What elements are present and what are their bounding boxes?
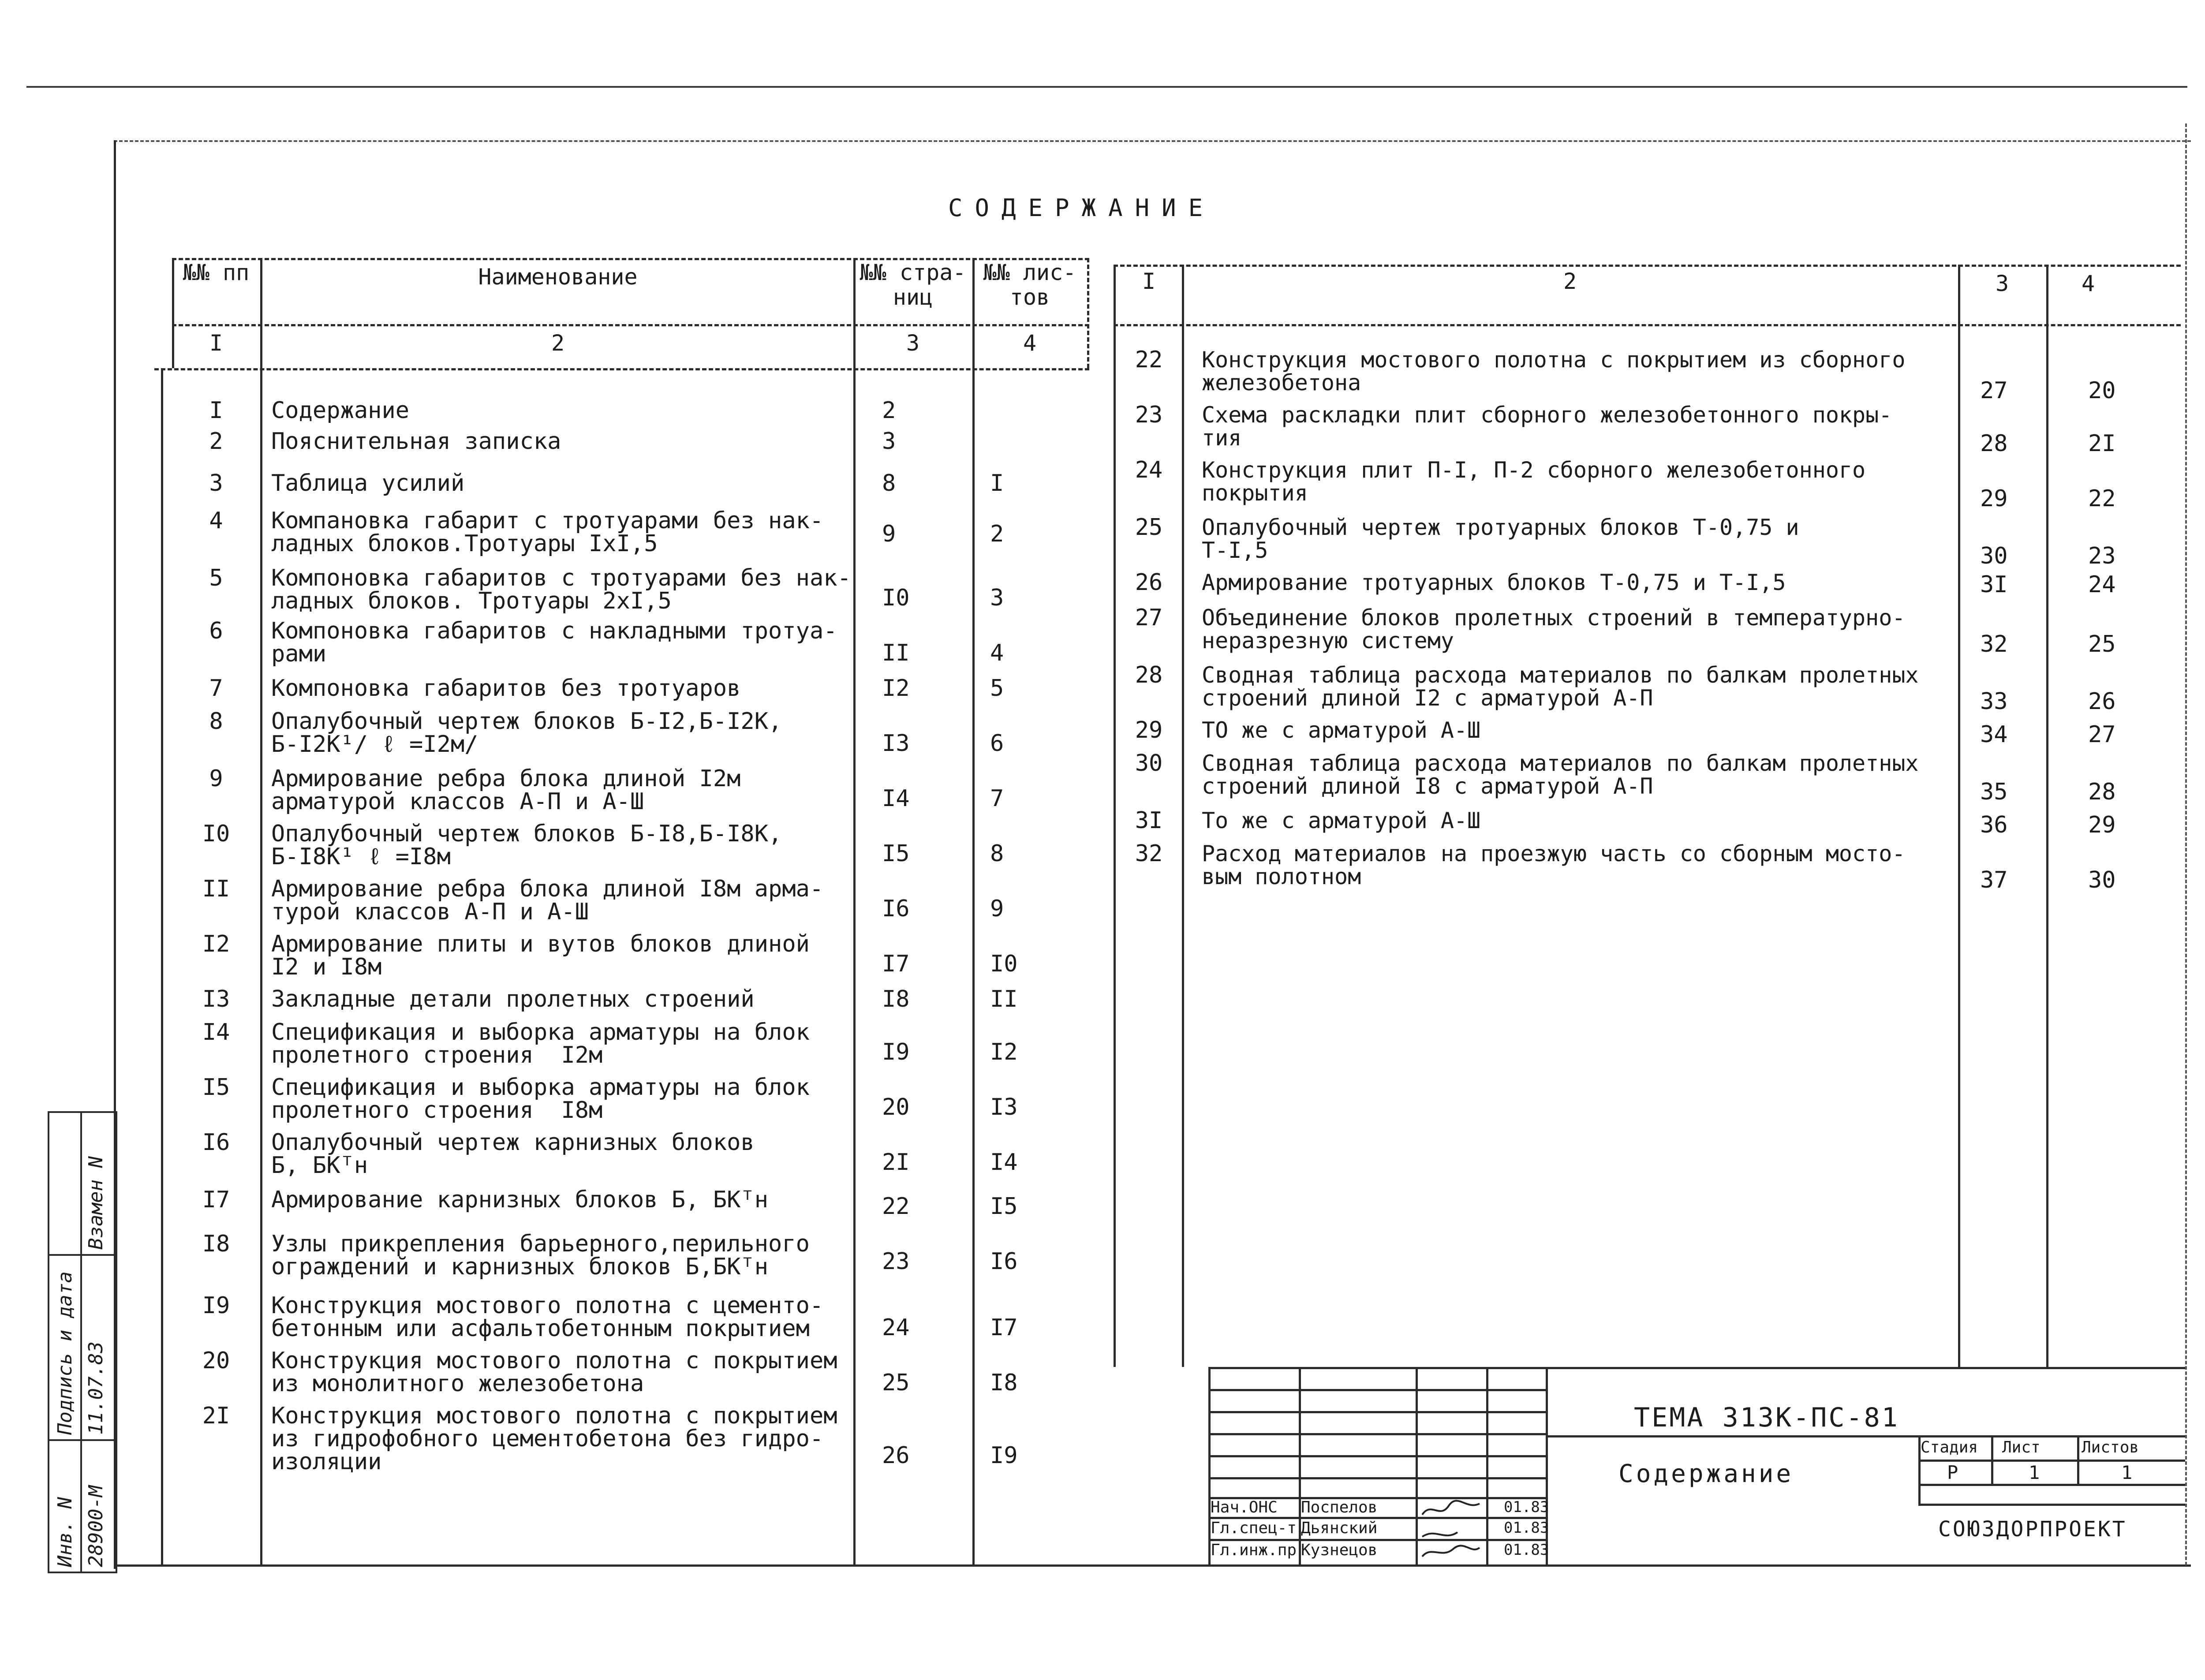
- right-row-page: 27: [1980, 377, 2008, 404]
- left-row-number: I5: [202, 1074, 230, 1101]
- left-row-number: 9: [209, 765, 223, 792]
- left-row-page: 25: [882, 1370, 910, 1396]
- left-row-name: Компоновка габаритов с накладными тротуа- рами: [271, 618, 837, 667]
- left-row-page: 23: [882, 1248, 910, 1275]
- left-row-page: I8: [882, 986, 910, 1012]
- right-row-number: 26: [1135, 569, 1163, 596]
- left-row-number: 4: [209, 508, 223, 534]
- right-row-sheet: 27: [2088, 721, 2116, 748]
- left-row-sheet: I7: [990, 1314, 1018, 1341]
- left-row-sheet: I5: [990, 1193, 1018, 1220]
- left-row-name: Таблица усилий: [271, 470, 465, 497]
- frame-right: [2185, 123, 2187, 1565]
- left-row-name: Конструкция мостового полотна с цементо- бетонным или асфальтобетонным покрытием: [271, 1292, 824, 1342]
- left-row-name: Закладные детали пролетных строений: [271, 986, 755, 1012]
- left-row-name: Узлы прикрепления барьерного,перильного ограждений и карнизных блоков Б,БКᵀн: [271, 1231, 810, 1280]
- signer-date-3: 01.83: [1504, 1541, 1549, 1559]
- left-row-name: Армирование ребра блока длиной I2м арматурой классов А-П и А-Ш: [271, 765, 741, 815]
- signer-role-1: Нач.ОНС: [1211, 1498, 1278, 1516]
- left-row-number: I6: [202, 1129, 230, 1156]
- left-row-number: 7: [209, 675, 223, 702]
- left-row-name: Спецификация и выборка арматуры на блок пролетного строения I2м: [271, 1019, 810, 1068]
- left-row-sheet: 8: [990, 840, 1004, 867]
- left-row-sheet: 9: [990, 896, 1004, 922]
- right-row-name: Схема раскладки плит сборного железобетонного покры- тия: [1202, 402, 1892, 451]
- stamp-sheet-label: Лист: [2002, 1438, 2041, 1456]
- left-row-name: Конструкция мостового полотна с покрытием из гидрофобного цементобетона без гидро- изоляции: [271, 1403, 837, 1475]
- colnum-1: I: [209, 330, 223, 356]
- signer-role-3: Гл.инж.пр: [1211, 1541, 1297, 1559]
- right-row-number: 25: [1135, 514, 1163, 541]
- left-row-number: I0: [202, 821, 230, 847]
- left-row-sheet: I: [990, 470, 1004, 497]
- left-row-page: I6: [882, 896, 910, 922]
- header-pages: №№ стра-ниц: [860, 260, 966, 310]
- right-colnum-3: 3: [1995, 271, 2009, 296]
- colnum-2: 2: [551, 330, 565, 356]
- left-row-page: I9: [882, 1039, 910, 1065]
- right-row-page: 36: [1980, 812, 2008, 838]
- signer-name-2: Дьянский: [1301, 1519, 1378, 1537]
- left-row-sheet: 3: [990, 585, 1004, 611]
- right-row-number: 23: [1135, 402, 1163, 428]
- left-row-sheet: 4: [990, 640, 1004, 666]
- left-row-number: 3: [209, 470, 223, 497]
- left-row-name: Опалубочный чертеж блоков Б-I8,Б-I8К, Б-I8К¹ ℓ =I8м: [271, 821, 782, 870]
- right-row-name: Конструкция мостового полотна с покрытием из сборного железобетона: [1202, 347, 1906, 396]
- right-row-number: 22: [1135, 347, 1163, 373]
- left-row-number: I8: [202, 1231, 230, 1257]
- right-row-number: 30: [1135, 750, 1163, 777]
- left-row-number: I4: [202, 1019, 230, 1045]
- left-row-name: Пояснительная записка: [271, 428, 561, 455]
- side-inv-label: Инв. N: [54, 1497, 76, 1567]
- header-name: Наименование: [478, 264, 638, 290]
- stamp-doc-title: Содержание: [1618, 1460, 1794, 1488]
- left-row-name: Опалубочный чертеж карнизных блоков Б, БКᵀн: [271, 1129, 755, 1179]
- header-number: №№ пп: [183, 260, 250, 285]
- right-row-page: 29: [1980, 485, 2008, 512]
- left-row-sheet: 7: [990, 785, 1004, 812]
- left-row-name: Компановка габарит с тротуарами без нак- ладных блоков.Тротуары IxI,5: [271, 508, 824, 557]
- left-row-number: I: [209, 397, 223, 424]
- left-row-page: I7: [882, 951, 910, 977]
- left-row-number: 2: [209, 428, 223, 455]
- page-title: СОДЕРЖАНИЕ: [948, 194, 1215, 222]
- left-row-page: 24: [882, 1314, 910, 1341]
- side-sign-label: Подпись и дата: [54, 1271, 76, 1435]
- left-row-page: 8: [882, 470, 896, 497]
- signer-date-1: 01.83: [1504, 1498, 1549, 1516]
- right-row-sheet: 24: [2088, 571, 2116, 598]
- frame-top: [114, 140, 2191, 142]
- right-row-page: 30: [1980, 543, 2008, 569]
- left-row-number: 8: [209, 708, 223, 735]
- left-row-page: II: [882, 640, 910, 666]
- right-row-number: 24: [1135, 457, 1163, 483]
- signer-name-3: Кузнецов: [1301, 1541, 1378, 1559]
- signature-marks: [1418, 1497, 1484, 1563]
- left-row-page: I5: [882, 840, 910, 867]
- right-row-sheet: 25: [2088, 631, 2116, 657]
- left-row-number: I9: [202, 1292, 230, 1319]
- right-row-number: 28: [1135, 662, 1163, 688]
- left-row-page: I3: [882, 730, 910, 757]
- signer-date-2: 01.83: [1504, 1519, 1549, 1537]
- side-sign-value: 11.07.83: [85, 1341, 107, 1435]
- right-row-page: 34: [1980, 721, 2008, 748]
- left-row-number: 2I: [202, 1403, 230, 1429]
- stamp-sheet: 1: [2029, 1462, 2040, 1483]
- right-row-name: Опалубочный чертеж тротуарных блоков Т-0,75 и Т-I,5: [1202, 515, 1799, 563]
- left-row-sheet: I8: [990, 1370, 1018, 1396]
- right-row-name: Сводная таблица расхода материалов по балкам пролетных строений длиной I2 с арматурой А-П: [1202, 662, 1919, 711]
- stamp-stage-label: Стадия: [1921, 1438, 1978, 1456]
- right-row-number: 32: [1135, 840, 1163, 867]
- stamp-sheets: 1: [2121, 1462, 2133, 1483]
- left-row-name: Конструкция мостового полотна с покрытием из монолитного железобетона: [271, 1348, 837, 1397]
- right-row-sheet: 28: [2088, 779, 2116, 805]
- left-row-sheet: I4: [990, 1149, 1018, 1176]
- left-row-number: I2: [202, 931, 230, 957]
- left-row-page: 3: [882, 428, 896, 455]
- right-row-number: 29: [1135, 717, 1163, 743]
- header-sheets: №№ лис-тов: [983, 260, 1076, 310]
- frame-bottom: [114, 1564, 2191, 1567]
- side-replace-label: Взамен N: [85, 1156, 107, 1250]
- right-row-sheet: 29: [2088, 812, 2116, 838]
- left-row-page: 2I: [882, 1149, 910, 1176]
- right-row-sheet: 26: [2088, 688, 2116, 715]
- right-row-sheet: 22: [2088, 485, 2116, 512]
- top-rule: [26, 86, 2187, 88]
- colnum-4: 4: [1023, 330, 1037, 356]
- left-row-name: Армирование плиты и вутов блоков длиной I2 и I8м: [271, 931, 810, 980]
- right-row-sheet: 20: [2088, 377, 2116, 404]
- right-row-name: Объединение блоков пролетных строений в температурно- неразрезную систему: [1202, 605, 1906, 653]
- left-row-sheet: 5: [990, 675, 1004, 702]
- right-colnum-2: 2: [1563, 269, 1577, 294]
- left-row-number: 6: [209, 618, 223, 644]
- right-row-number: 27: [1135, 605, 1163, 631]
- left-row-sheet: 6: [990, 730, 1004, 757]
- right-colnum-4: 4: [2081, 271, 2095, 296]
- left-row-sheet: I2: [990, 1039, 1018, 1065]
- left-row-sheet: I9: [990, 1442, 1018, 1469]
- side-stamp: [48, 1111, 117, 1573]
- left-row-page: I4: [882, 785, 910, 812]
- right-row-sheet: 30: [2088, 867, 2116, 893]
- right-row-page: 3I: [1980, 571, 2008, 598]
- left-row-name: Содержание: [271, 397, 410, 424]
- left-row-sheet: I3: [990, 1094, 1018, 1120]
- right-row-name: Армирование тротуарных блоков Т-0,75 и Т-I,5: [1202, 570, 1786, 595]
- right-row-page: 28: [1980, 430, 2008, 457]
- right-row-name: Расход материалов на проезжую часть со сборным мосто- вым полотном: [1202, 841, 1906, 889]
- left-row-number: II: [202, 876, 230, 902]
- left-row-page: I0: [882, 585, 910, 611]
- signer-name-1: Поспелов: [1301, 1498, 1378, 1516]
- left-row-page: 20: [882, 1094, 910, 1120]
- left-row-number: I3: [202, 986, 230, 1012]
- left-row-name: Опалубочный чертеж блоков Б-I2,Б-I2К, Б-I2К¹/ ℓ =I2м/: [271, 708, 782, 758]
- right-row-name: То же с арматурой А-Ш: [1202, 808, 1481, 833]
- left-row-page: 22: [882, 1193, 910, 1220]
- left-row-name: Спецификация и выборка арматуры на блок пролетного строения I8м: [271, 1074, 810, 1124]
- left-row-name: Армирование ребра блока длиной I8м арма- турой классов А-П и А-Ш: [271, 876, 824, 925]
- left-row-name: Компоновка габаритов без тротуаров: [271, 675, 741, 702]
- right-row-number: 3I: [1135, 807, 1163, 834]
- left-row-page: 2: [882, 397, 896, 424]
- left-row-number: 20: [202, 1348, 230, 1374]
- left-row-sheet: I6: [990, 1248, 1018, 1275]
- left-row-sheet: II: [990, 986, 1018, 1012]
- stamp-sheets-label: Листов: [2082, 1438, 2139, 1456]
- colnum-3: 3: [906, 330, 920, 356]
- right-row-page: 32: [1980, 631, 2008, 657]
- left-row-name: Армирование карнизных блоков Б, БКᵀн: [271, 1187, 769, 1213]
- left-row-page: 9: [882, 521, 896, 547]
- left-row-page: I2: [882, 675, 910, 702]
- stamp-tema: ТЕМА 313К-ПС-81: [1634, 1402, 1899, 1433]
- left-row-sheet: 2: [990, 521, 1004, 547]
- left-row-number: I7: [202, 1187, 230, 1213]
- signer-role-2: Гл.спец-т: [1211, 1519, 1297, 1537]
- stamp-org: СОЮЗДОРПРОЕКТ: [1938, 1517, 2127, 1542]
- right-row-sheet: 23: [2088, 543, 2116, 569]
- left-row-page: 26: [882, 1442, 910, 1469]
- stamp-stage: Р: [1947, 1462, 1958, 1483]
- left-row-number: 5: [209, 565, 223, 591]
- right-row-name: Сводная таблица расхода материалов по балкам пролетных строений длиной I8 с арматурой А-П: [1202, 750, 1919, 799]
- right-colnum-1: I: [1142, 269, 1156, 294]
- right-row-page: 37: [1980, 867, 2008, 893]
- right-row-page: 33: [1980, 688, 2008, 715]
- right-row-page: 35: [1980, 779, 2008, 805]
- right-row-name: Конструкция плит П-I, П-2 сборного железобетонного покрытия: [1202, 457, 1866, 506]
- left-row-name: Компоновка габаритов с тротуарами без нак- ладных блоков. Тротуары 2xI,5: [271, 565, 851, 614]
- right-row-name: ТО же с арматурой А-Ш: [1202, 717, 1481, 743]
- left-row-sheet: I0: [990, 951, 1018, 977]
- side-inv-value: 28900-М: [85, 1485, 107, 1567]
- right-row-sheet: 2I: [2088, 430, 2116, 457]
